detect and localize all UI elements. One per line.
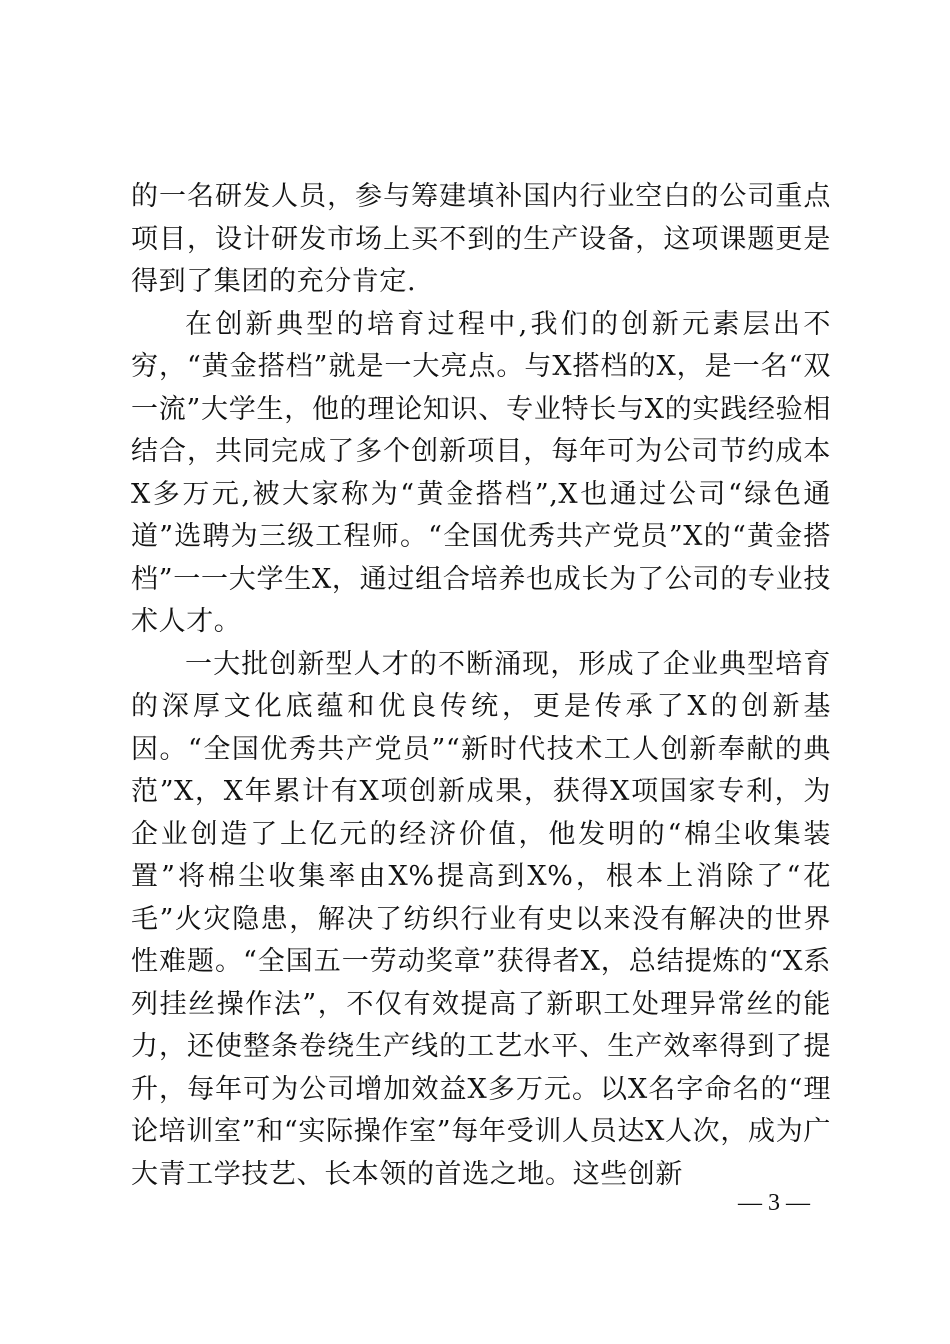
document-body [131,176,831,1196]
paragraph-2: 在创新典型的培育过程中,我们的创新元素层出不穷，“黄金搭档”就是一大亮点。与X搭档的X，是一名“双一流”大学生，他的理论知识、专业特长与X的实践经验相结合，共同完成了多个创新项目，每年可为公司节约成本X多万元,被大家称为“黄金搭档”,X也通过公司“绿色通道”选聘为三级工程师。“全国优秀共产党员”X的“黄金搭档”一一大学生X，通过组合培养也成长为了公司的专业技术人才。 [131,308,831,637]
paragraph-1: 的一名研发人员，参与筹建填补国内行业空白的公司重点项目，设计研发市场上买不到的生产设备，这项课题更是得到了集团的充分肯定. [131,181,831,297]
paragraph-3: 一大批创新型人才的不断涌现，形成了企业典型培育的深厚文化底蕴和优良传统，更是传承了X的创新基因。“全国优秀共产党员”“新时代技术工人创新奉献的典范”X，X年累计有X项创新成果，获得X项国家专利，为企业创造了上亿元的经济价值，他发明的“棉尘收集装置”将棉尘收集率由X%提高到X%，根本上消除了“花毛”火灾隐患，解决了纺织行业有史以来没有解决的世界性难题。“全国五一劳动奖章”获得者X，总结提炼的“X系列挂丝操作法”，不仅有效提高了新职工处理异常丝的能力，还使整条卷绕生产线的工艺水平、生产效率得到了提升，每年可为公司增加效益X多万元。以X名字命名的“理论培训室”和“实际操作室”每年受训人员达X人次，成为广大青工学技艺、长本领的首选之地。这些创新 [131,648,831,1190]
page-number: — 3 — [738,1190,810,1216]
